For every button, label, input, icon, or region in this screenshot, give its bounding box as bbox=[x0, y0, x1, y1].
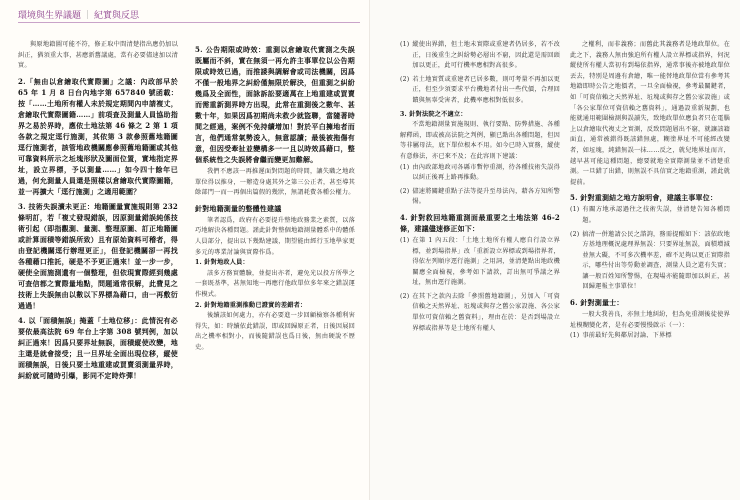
section-heading: 4. 針對救回地籍重測面最重要之土地法第 46-2 條，建議儘速修正如下： bbox=[400, 212, 560, 233]
list-item-text: 由內政部地政司各縣市暫停重測，待各種技術失誤得以糾正後再上路再推動。 bbox=[412, 163, 560, 182]
list-item-number: (1) bbox=[400, 41, 410, 48]
body-paragraph: 後續該如何處力，亦有必要進一步回顧檢察各種利害得失，如：時續依此錯誤，即或回歸原正者，日後因展回出之機率相對小，而後隨錯誤也爲日後，無由硬說不歷史。 bbox=[195, 312, 355, 351]
section-title: 紀實與反思 bbox=[94, 11, 140, 21]
right-column-1 bbox=[400, 40, 560, 337]
header-rule bbox=[18, 22, 360, 23]
list-item-text: 搞清一併邀請公民之諮詢，務需提醒如下：該依政地方基地理概況處理界無誤：只要界址無誤，面積增減並無大礙，不可多次機率差，確不足夠以更正實際指示，哪些付出等勞動並調查，測量人員之還有失實；讓一般百姓知所警惕，在現場亦能隨即加以糾正，甚回歸運報主事單位！ bbox=[582, 230, 730, 291]
list-item bbox=[400, 40, 560, 72]
list-item-number: (1) bbox=[570, 332, 580, 340]
list-item-text: 在其下之款內去除「參照舊地籍圖」，另加入「可資信賴之天然界址、坵塊或與存之舊公家設施、各公家單位可資信賴之舊資料」，理由在於：是否到場設立界標或指界等是土地所有權人 bbox=[412, 292, 560, 332]
body-paragraph: 一般大我善良，亦無土地糾紛，但為免重測後徒使界址模糊變化者，是有必要慢慢啟示（一）： bbox=[570, 311, 730, 329]
section-heading: 5. 針對重測結之地方說明會，建議主事單位： bbox=[570, 193, 718, 203]
list-item bbox=[400, 292, 560, 334]
left-column-1 bbox=[18, 40, 178, 383]
list-item-number: (2) bbox=[400, 187, 410, 195]
list-item-text: 若土地實質或重建者已居多數，則可考量不再加以更正，但至少須要求平台機地者付出一些代價，合理回饋與無辜受害者，此機率應相對低很多。 bbox=[412, 75, 560, 104]
right-page bbox=[370, 0, 740, 500]
section-heading: 2.「無由以倉繪取代實際圖」之議：內政部早於 65 年 1 月 8 日台內地字第 657840 號函載：按「……土地所有權人未於規定期間內申請複丈，倉繪取代實際圖籍……」前項查及測量人員協助指界之易於界時，應依土地法第 46 條之 2 第 1 項各款之規定逕行施測，其依第 3 款參照舊地籍圖逕行施測者，該管地政機關應參照舊地籍圖或其他可靠資料所示之坵塊形狀及圖面位置，實地指定界址，設立界標，予以測量……」如今四十餘年已過，何允測量人員還是照樣以倉繪取代實際圖籍，並一再擴大「逕行施測」之適用範圍？ bbox=[18, 76, 178, 196]
left-column-2 bbox=[195, 40, 355, 354]
body-paragraph: 不當地籍測量實施規則、執行要點、防弊措施、各種解釋函，即或被高法院之判例，顯已點出各種問題，但因等非屬母法，底下單位根本不用。如今已時入實務，縱使有意修法，亦已來不及；在此容則下建議： bbox=[400, 121, 560, 160]
list-item bbox=[400, 75, 560, 107]
right-column-2 bbox=[570, 40, 730, 345]
section-heading: 6. 針對測量士： bbox=[570, 298, 624, 308]
list-item-number: (1) bbox=[400, 236, 410, 244]
subsection-heading: 1. 針對地政人員： bbox=[195, 259, 249, 267]
section-heading: 4. 以「面積無誤」掩蓋「土地位移」：此情況有必要依最高法院 69 年台上字第 308 號判例，加以糾正過來！因爲只要界址無誤，面積縱使改變，地主還是就會接受；且一旦界址全面出現位移，縱使面積無誤，日後只要土地重建或買賣須測量界時，糾紛就可隨時引爆，影同不定時炸彈！ bbox=[18, 315, 178, 380]
section-heading: 針對地籍測量的整體性建議 bbox=[195, 203, 282, 213]
list-item-number: (1) bbox=[570, 206, 580, 214]
running-header bbox=[18, 8, 139, 21]
list-item bbox=[400, 236, 560, 289]
list-item-text: 事前最好先與鄰居討論、下界標 bbox=[582, 332, 672, 340]
list-item-text: 在第 1 內五段：「土地土地所有權人應自行設立界標，並到場指界」改「重新設立界標或到場指界者，得依左列順序逕行施測」之用詞，並清楚點出地政機關應全面檢視，參考如下請款，訂出無可爭議之界址，無由逕行施測。 bbox=[412, 236, 560, 287]
body-paragraph: 之權利，而非義務；而舊此其義務者是地政單位。在此之下，義務人無由強迫所有權人設立界標或指界，何況縱使所有權人當初有到場依指界，通常事後亦被地政單位丟去，特別是周邊有倉繪，唯一能替地政單位當有參考其地籍即時公告之地價者，一旦全面檢視，參考最關鍵者，如「可資信賴之天然界址、坵塊或與存之舊公家設施」或「各公家單位可資信賴之舊資料」，通過設重新規劃，也能就通用範圍檢測與誤讀失，致地政單位應負者只在電腦上以倉繪取代複丈之實測，反致問題層出不窮，就讓該籍面直，通常被錯得既該錯無處，糊塗界址不可能經改變者，如坵塊，純錯無誤一抹……反之，就兒地界址而言，越早甚可能這種問題，總要就地全實際測量並不清楚重測。一旦錯了出錯，則無誤不具信實之地籍重測，謹此就提前。 bbox=[570, 41, 730, 186]
body-paragraph: 我們不應該一再推遲面對問題的時間，讓失職之地政單位得以推身，一辦造身處其外之第三公正者，甚至導其餘部門一而一再個出篇假的幾狀，無謂耗費各種公權力。 bbox=[195, 168, 355, 197]
list-item-number: (1) bbox=[400, 163, 410, 171]
list-item bbox=[400, 187, 560, 208]
list-item bbox=[400, 163, 560, 184]
list-item-number: (2) bbox=[570, 230, 580, 238]
list-item-text: 儘速將關鍵重點子法等提升至母法內，藉各方知所警惕。 bbox=[412, 187, 560, 206]
book-title: 環境與生界議題 bbox=[18, 11, 82, 21]
body-paragraph: 與原地籍圖可能不符，修正取中間清楚指出應仍加以糾正，猶須重大事，甚應新舊議處，當有必要儘速加以清實。 bbox=[18, 41, 178, 70]
list-item bbox=[570, 205, 730, 226]
list-item-number: (2) bbox=[400, 75, 410, 83]
section-heading: 5. 公告期限或時效：重測以倉繪取代實測之失誤既屬而不斜，實在無須一再允許主事單位以公告期限或時效已過，而推諉與調解會或司法機關，因爲不僅一般地界之糾紛僅無限於解決，但重測之糾紛幾爲及全面性，面詠訴訟要適萬在上地重建或買賣而需重新測界時方出現，此常在重測後之數年、甚數十年，如果因爲初期尚未救少就盜聯，當隨著時間之經過，案例不免持續增加！對於平白擁地者而言，他們通常氣勢浚入，無意認讀；最後被拖傷有意，但因受牽扯並變構多一一且以時效爲藉口，整個系統性之失誤將會繼而變更加難解。 bbox=[195, 45, 355, 164]
list-item bbox=[570, 331, 730, 342]
list-item-text: 有關方地承認過往之技術失誤，並清楚告知各種問題。 bbox=[582, 206, 730, 224]
list-item bbox=[570, 230, 730, 294]
header-separator: ｜ bbox=[83, 11, 93, 21]
subsection-heading: 3. 針對法院之不適立： bbox=[400, 110, 467, 118]
subsection-heading: 2. 針對地籍重測推動已證實的差錯者： bbox=[195, 301, 307, 309]
list-item-number: (2) bbox=[400, 292, 410, 300]
list-item-text: 縱使出界錯，但土地未實際或重建者仍居多，若不改正，日後重生之糾紛勢必層出不窮，因此還是需回頭加以更正，此可行機率應相對高很多。 bbox=[412, 41, 560, 70]
body-paragraph: 筆者認爲，政府有必要提升整地政務業之素質，以落巧地解決各種問題。謹此針對整個地籍測量體系中的體係人員部分，提出以下幾點建議，期望能由經行玉地學家更多元的專業討論與實際作爲。 bbox=[195, 216, 355, 256]
body-paragraph: 該多方務實體驗，並提出亦者，避免光以投方所學之一套既基準，甚無知地一再應行他政單位多年來之錯誤運作模式。 bbox=[195, 269, 355, 298]
section-heading: 3. 技術失誤瀆未更正：地籍圖量實施規則第 232 條明訂，若「複丈發現錯誤，因原測量錯誤純係技術引起（即指觀測、量測、整理原圖、訂正地籍圖或計算面積等錯誤所致）且有原始資料可稽者，得由登記機關逕行辦理更正」，但登記機關卻一再找各種藉口推託，硬是不予更正過來！並一步一步，硬使全面施測遺有一個整理，但依現實際經到幾處可查信都之實際量地點，問題通常很解，此費見之技術上失誤無由以數以下界標為藉口，由一再敷衍過過！ bbox=[18, 201, 178, 310]
